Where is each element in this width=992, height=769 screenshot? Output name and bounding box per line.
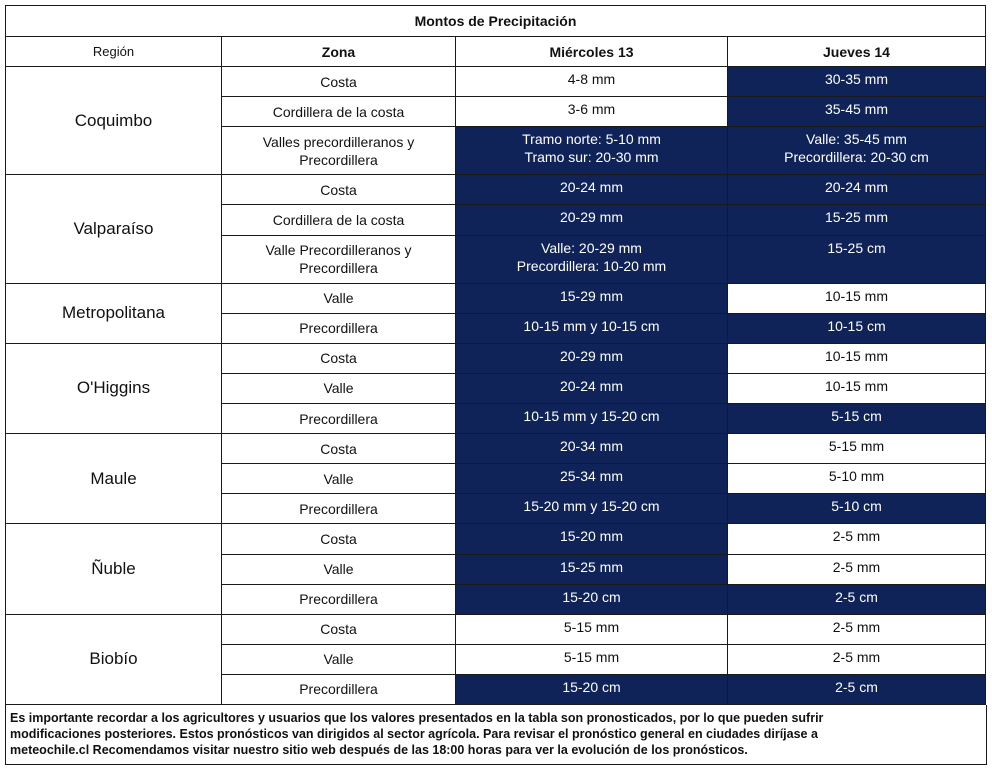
header-region: Región [6,37,222,67]
table-body [6,67,986,705]
region-cell: Ñuble [6,524,222,614]
day2-value-cell: 2-5 mm [728,554,986,584]
table-row [6,283,986,313]
table-row [6,343,986,373]
zone-cell: Valle [222,464,456,494]
region-cell: Metropolitana [6,283,222,343]
day1-value-cell: 10-15 mm y 15-20 cm [456,404,728,434]
header-day1: Miércoles 13 [456,37,728,67]
day1-value-cell: 3-6 mm [456,97,728,127]
day2-value-cell: 2-5 mm [728,644,986,674]
zone-cell: Valle Precordilleranos y Precordillera [222,235,456,283]
day2-value-cell: 15-25 cm [728,235,986,283]
day1-value-cell: 5-15 mm [456,644,728,674]
zone-cell: Costa [222,524,456,554]
region-cell: Maule [6,434,222,524]
header-day2: Jueves 14 [728,37,986,67]
table-row [6,175,986,205]
zone-cell: Precordillera [222,313,456,343]
day1-value-cell: 20-34 mm [456,434,728,464]
zone-cell: Costa [222,67,456,97]
footnote-line: modificaciones posteriores. Estos pronósticos van dirigidos al sector agrícola. Para revisar el pronóstico general en ciudades diríjase a [10,727,818,741]
day1-value-cell: Tramo norte: 5-10 mm Tramo sur: 20-30 mm [456,127,728,175]
zone-cell: Precordillera [222,674,456,704]
day1-value-cell: 5-15 mm [456,614,728,644]
day2-value-cell: 5-10 cm [728,494,986,524]
day1-value-cell: 15-20 cm [456,674,728,704]
zone-cell: Valle [222,373,456,403]
precipitation-table [5,5,986,705]
day2-value-cell: 2-5 mm [728,524,986,554]
day2-value-cell: 2-5 mm [728,614,986,644]
region-cell: Biobío [6,614,222,704]
zone-cell: Valle [222,283,456,313]
day2-value-cell: 10-15 mm [728,343,986,373]
day2-value-cell: 10-15 cm [728,313,986,343]
day2-value-cell: 5-15 cm [728,404,986,434]
footnote [5,705,987,765]
day1-value-cell: Valle: 20-29 mm Precordillera: 10-20 mm [456,235,728,283]
footnote-line: meteochile.cl Recomendamos visitar nuestro sitio web después de las 18:00 horas para ver la evolución de los pronósticos. [10,743,748,757]
day2-value-cell: 30-35 mm [728,67,986,97]
day1-value-cell: 15-20 cm [456,584,728,614]
zone-cell: Cordillera de la costa [222,97,456,127]
header-zona: Zona [222,37,456,67]
day1-value-cell: 4-8 mm [456,67,728,97]
day1-value-cell: 20-29 mm [456,343,728,373]
zone-cell: Precordillera [222,494,456,524]
day1-value-cell: 20-29 mm [456,205,728,235]
region-cell: O'Higgins [6,343,222,433]
day2-value-cell: 10-15 mm [728,283,986,313]
day2-value-cell: 5-15 mm [728,434,986,464]
table-row [6,67,986,97]
day1-value-cell: 15-25 mm [456,554,728,584]
table-row [6,614,986,644]
day1-value-cell: 15-20 mm [456,524,728,554]
region-cell: Coquimbo [6,67,222,175]
zone-cell: Precordillera [222,404,456,434]
zone-cell: Costa [222,343,456,373]
table-row [6,524,986,554]
day1-value-cell: 20-24 mm [456,175,728,205]
zone-cell: Cordillera de la costa [222,205,456,235]
day2-value-cell: 15-25 mm [728,205,986,235]
day1-value-cell: 15-29 mm [456,283,728,313]
zone-cell: Precordillera [222,584,456,614]
day2-value-cell: 10-15 mm [728,373,986,403]
zone-cell: Costa [222,434,456,464]
zone-cell: Valle [222,644,456,674]
table-row [6,434,986,464]
day2-value-cell: 20-24 mm [728,175,986,205]
zone-cell: Valles precordilleranos y Precordillera [222,127,456,175]
day1-value-cell: 25-34 mm [456,464,728,494]
day1-value-cell: 10-15 mm y 10-15 cm [456,313,728,343]
zone-cell: Valle [222,554,456,584]
region-cell: Valparaíso [6,175,222,283]
day2-value-cell: Valle: 35-45 mm Precordillera: 20-30 cm [728,127,986,175]
zone-cell: Costa [222,175,456,205]
footnote-line: Es importante recordar a los agricultores y usuarios que los valores presentados en la tabla son pronosticados, por lo que pueden sufrir [10,711,824,725]
day2-value-cell: 5-10 mm [728,464,986,494]
day1-value-cell: 15-20 mm y 15-20 cm [456,494,728,524]
day2-value-cell: 35-45 mm [728,97,986,127]
day1-value-cell: 20-24 mm [456,373,728,403]
day2-value-cell: 2-5 cm [728,584,986,614]
zone-cell: Costa [222,614,456,644]
day2-value-cell: 2-5 cm [728,674,986,704]
table-title: Montos de Precipitación [6,6,986,37]
